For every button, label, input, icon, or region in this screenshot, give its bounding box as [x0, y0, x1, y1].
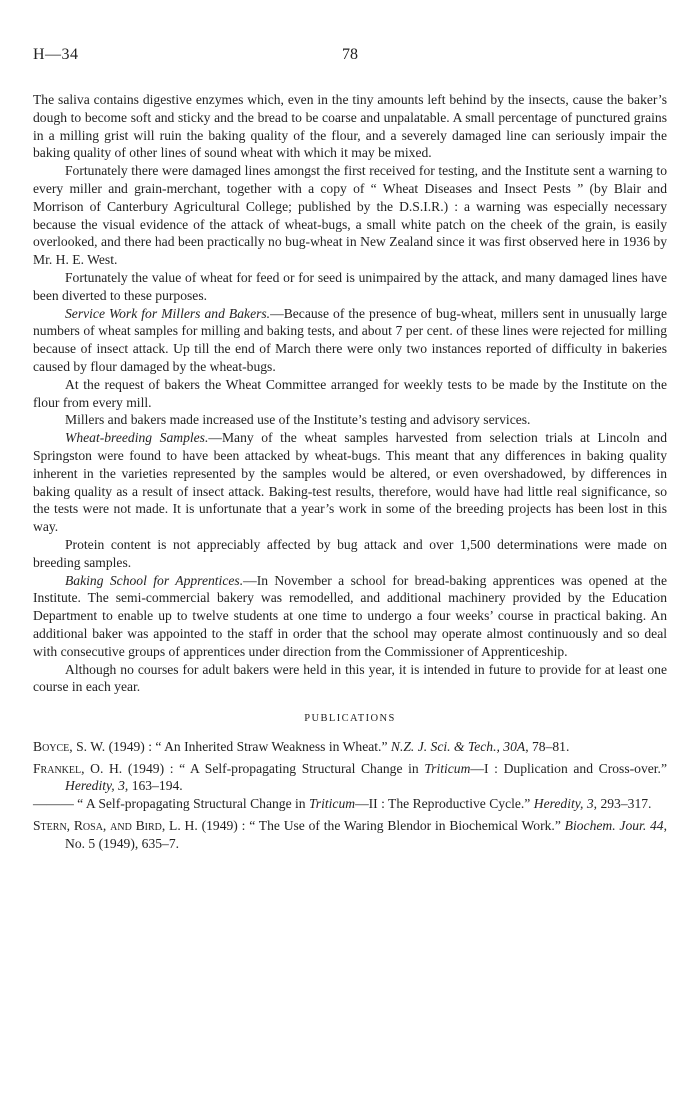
paragraph: Although no courses for adult bakers were held in this year, it is intended in future to provide for at least one course in each year. — [33, 661, 667, 695]
paragraph: Millers and bakers made increased use of the Institute’s testing and advisory services. — [65, 412, 531, 428]
publications-heading: PUBLICATIONS — [304, 713, 396, 725]
section-text: —In November a school for bread-baking apprentices was opened at the Institute. The semi-commercial bakery was remodelled, and additional machinery provided by the Education Department to enable up to twelve students at one time to undergo a four weeks’ course in practical baking. An additional baker was appointed to the staff in order that the school may operate almost continuously and so deal with consecutive groups of apprentices under direction from the Commissioner of Apprenticeship. — [33, 572, 667, 659]
ref-title-italic: Triticum — [424, 760, 471, 776]
document-body — [33, 91, 667, 857]
ref-journal: Heredity, 3 — [65, 778, 125, 794]
page-number: 78 — [342, 46, 358, 63]
ref-journal: Heredity, 3 — [533, 796, 594, 812]
reference — [33, 817, 667, 853]
section-title: Service Work for Millers and Bakers. — [65, 305, 271, 321]
ref-pages: , No. 5 (1949), 635–7. — [65, 818, 668, 851]
paragraph — [33, 305, 667, 376]
paragraph — [33, 572, 667, 661]
ref-title: —I : Duplication and Cross-over.” — [470, 760, 667, 776]
ref-author: ——— — [33, 796, 74, 812]
ref-journal: N.Z. J. Sci. & Tech., 30A — [390, 738, 526, 754]
ref-author: Frankel, O. H. — [33, 760, 123, 776]
ref-year: (1949) : — [197, 818, 250, 834]
paragraph: At the request of bakers the Wheat Committee arranged for weekly tests to be made by the Institute on the flour from every mill. — [33, 376, 667, 410]
ref-title: “ An Inherited Straw Weakness in Wheat.” — [155, 738, 391, 754]
paragraph: The saliva contains digestive enzymes which, even in the tiny amounts left behind by the insects, cause the baker’s dough to become soft and sticky and the bread to be coarse and unpalatable. A small percentage of punctured grains in a milling grist will ruin the baking quality of the flour, and a severely damaged line can seriously impair the baking quality of other lines of sound wheat with which it may be mixed. — [33, 92, 667, 161]
ref-pages: , 293–317. — [593, 796, 652, 812]
ref-year: (1949) : — [105, 738, 156, 754]
section-text: —Because of the presence of bug-wheat, millers sent in unusually large numbers of wheat samples for milling and baking tests, and about 7 per cent. of these lines were rejected for milling because of insect attack. Up till the end of March there were only two instances reported of difficulty in bakeries caused by flour damaged by the wheat-bugs. — [33, 305, 668, 374]
reference — [33, 795, 667, 813]
ref-author: Stern, Rosa, and Bird, L. H. — [33, 818, 198, 834]
paragraph — [33, 429, 667, 536]
section-title: Wheat-breeding Samples. — [65, 430, 209, 446]
ref-journal: Biochem. Jour. 44 — [564, 818, 664, 834]
ref-title: “ A Self-propagating Structural Change in — [179, 760, 425, 776]
page-id: H—34 — [33, 46, 79, 63]
ref-title-italic: Triticum — [308, 796, 356, 812]
ref-author: Boyce, S. W. — [33, 738, 106, 754]
ref-pages: , 78–81. — [525, 738, 570, 754]
ref-year: (1949) : — [122, 760, 180, 776]
paragraph: Protein content is not appreciably affected by bug attack and over 1,500 determinations were made on breeding samples. — [33, 536, 667, 570]
page-header — [33, 46, 667, 68]
ref-title: —II : The Reproductive Cycle.” — [355, 796, 534, 812]
section-text: —Many of the wheat samples harvested from selection trials at Lincoln and Springston were found to have been attacked by wheat-bugs. This meant that any differences in baking quality inherent in the varieties represented by the samples would be altered, or even overshadowed, by differences in baking quality as a result of insect attack. Baking-test results, therefore, would have had little real significance, so the tests were not made. It is unfortunate that a year’s work in some of the breeding projects has been lost in this way. — [33, 430, 667, 535]
reference — [33, 738, 667, 756]
ref-pages: , 163–194. — [124, 778, 183, 794]
paragraph: Fortunately the value of wheat for feed or for seed is unimpaired by the attack, and many damaged lines have been diverted to these purposes. — [33, 269, 667, 303]
ref-title: “ The Use of the Waring Blendor in Biochemical Work.” — [249, 818, 565, 834]
paragraph: Fortunately there were damaged lines amongst the first received for testing, and the Institute sent a warning to every miller and grain-merchant, together with a copy of “ Wheat Diseases and Insect Pests ” (by Blair and Morrison of Canterbury Agricultural College; published by the D.S.I.R.) : a warning was especially necessary because the visual evidence of the attack of wheat-bugs, a small white patch on the cheek of the grain, is easily overlooked, and there had been practically no bug-wheat in New Zealand since it was first observed here in 1936 by Mr. H. E. West. — [33, 163, 667, 268]
ref-title: “ A Self-propagating Structural Change in — [73, 796, 309, 812]
reference — [33, 760, 667, 796]
section-title: Baking School for Apprentices. — [65, 572, 244, 588]
